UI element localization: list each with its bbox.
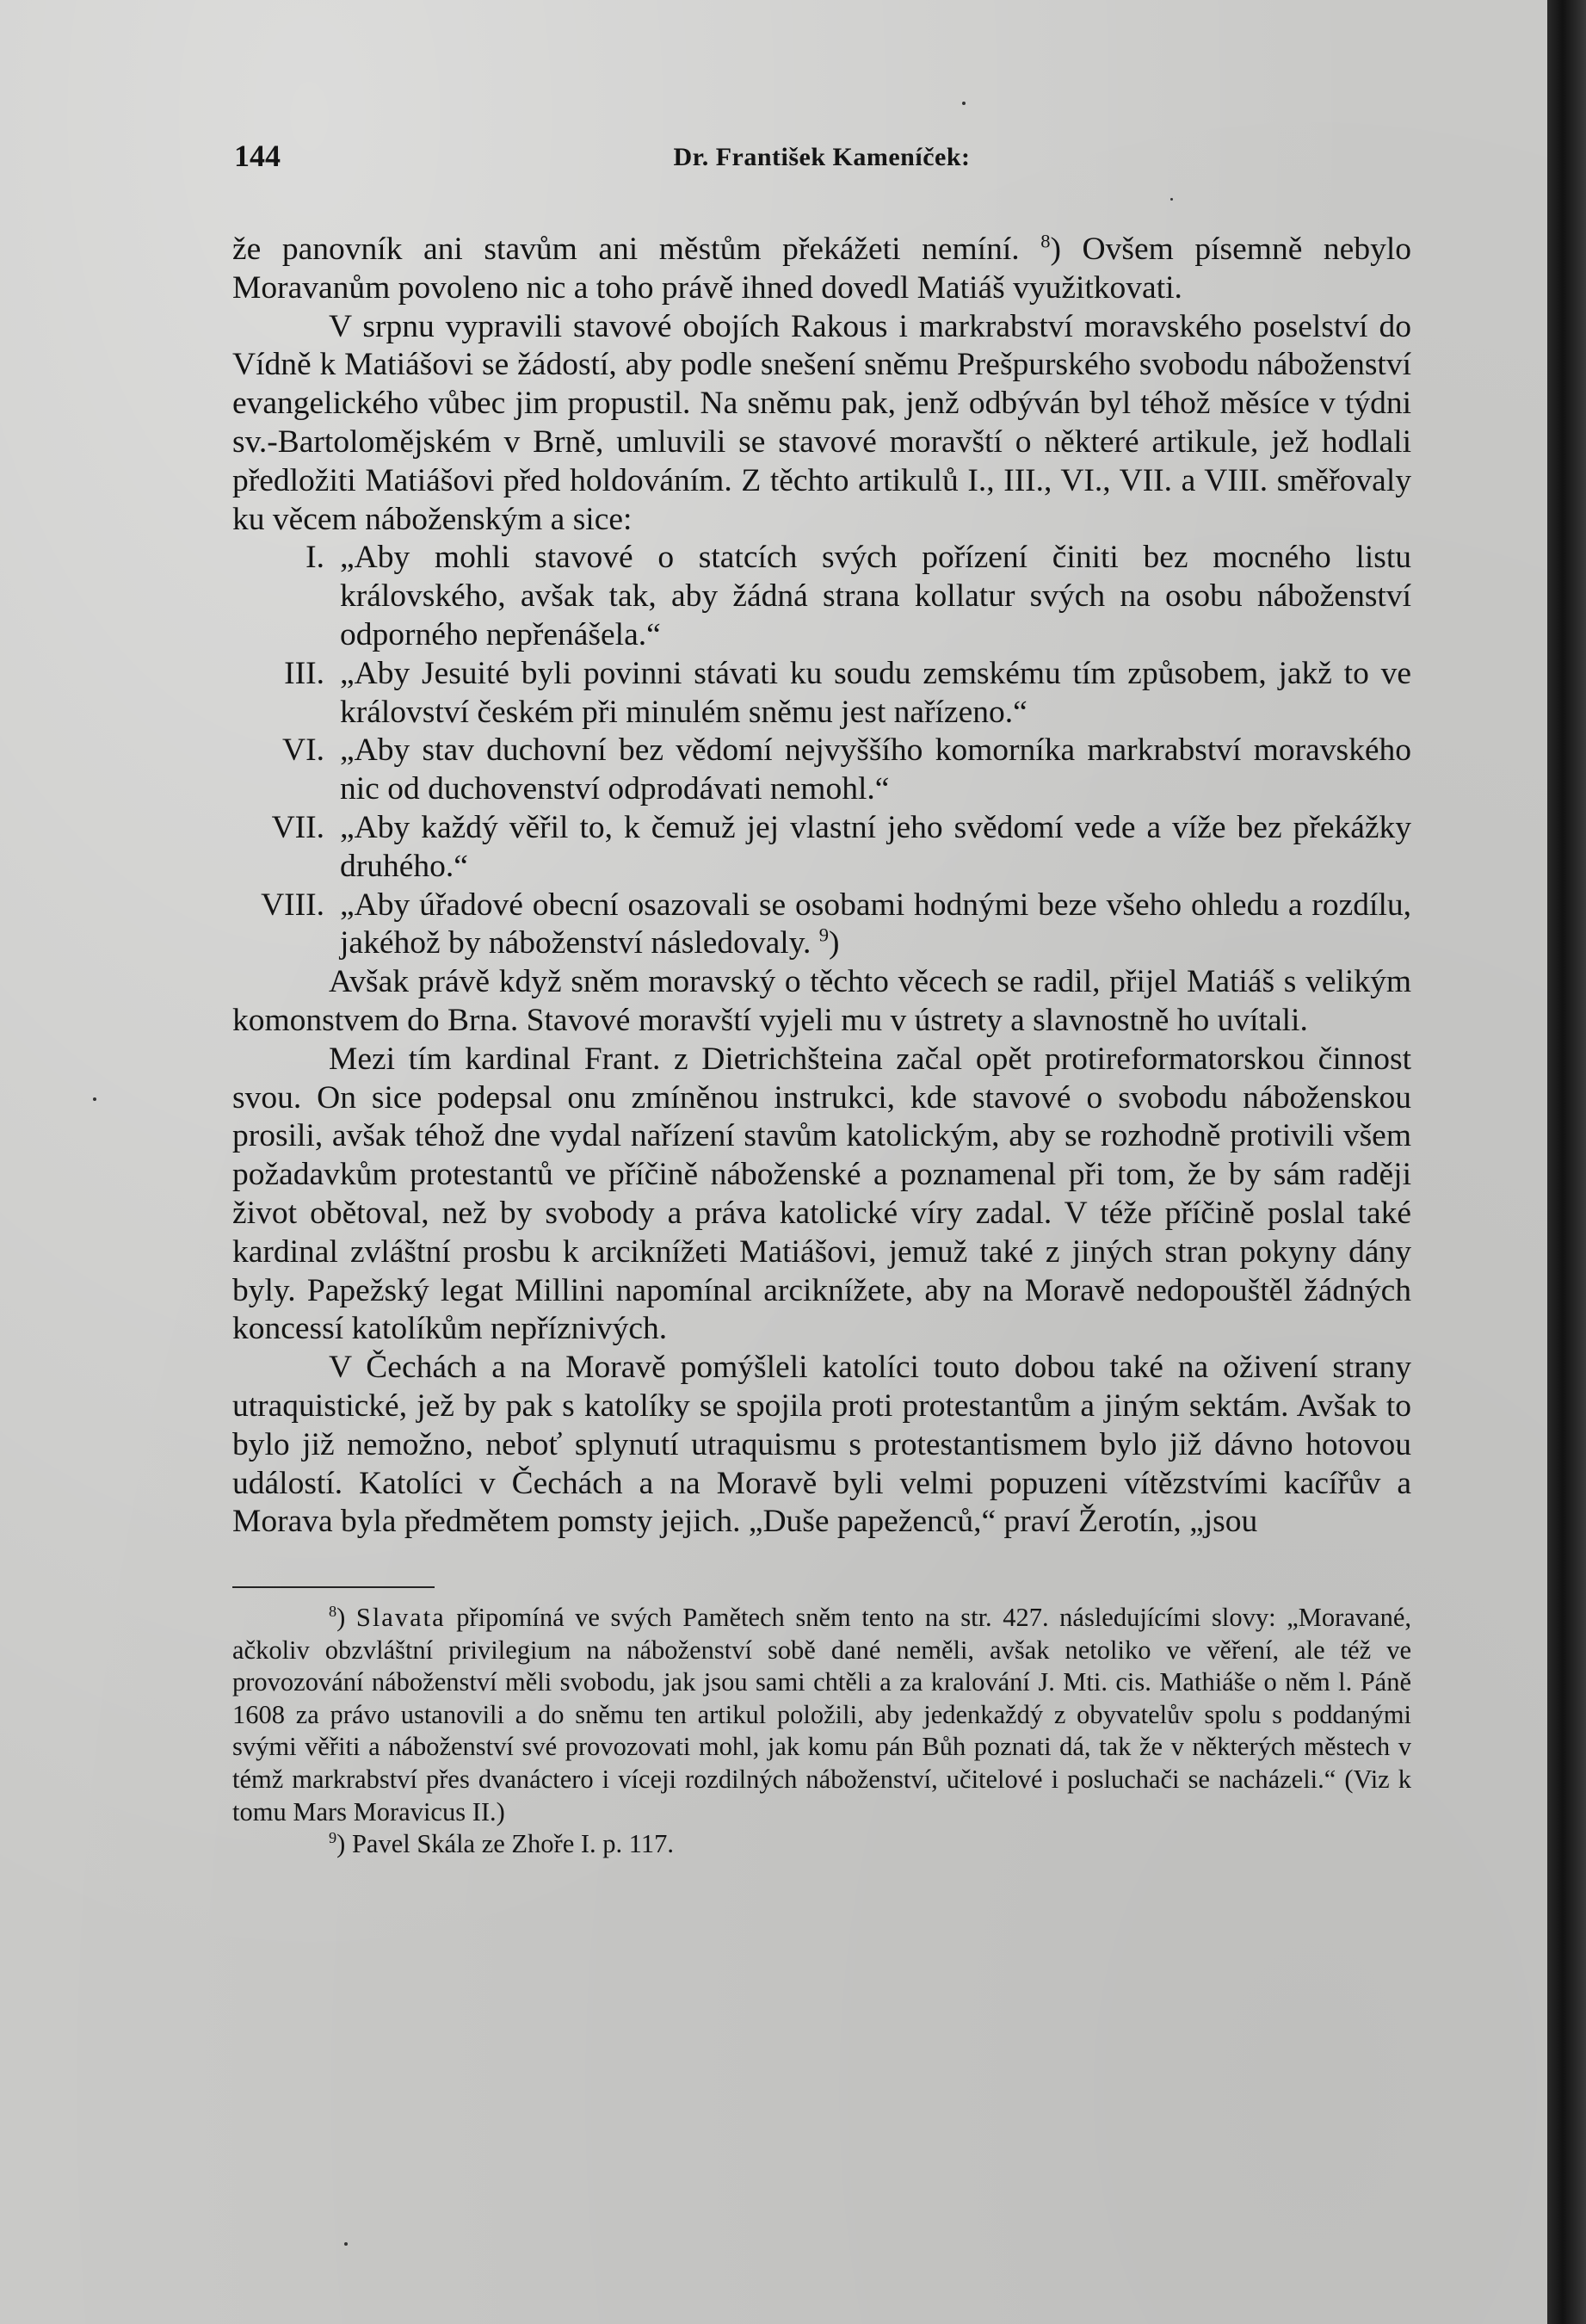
paragraph-1 — [232, 231, 1411, 308]
paragraph-1-text: že panovník ani stavům ani městům překážeti nemíní. — [232, 232, 1020, 267]
article-text: „Aby stav duchovní bez vědomí nejvyššího komorníka markrabství moravského nic od duchovenství odprodávati nemohl.“ — [340, 732, 1411, 807]
footnote-ref-8: 8 — [1040, 230, 1051, 252]
footnotes — [232, 1602, 1411, 1861]
scan-edge — [1547, 0, 1586, 2324]
article-number: VIII. — [261, 887, 324, 923]
article-text: „Aby úřadové obecní osazovali se osobami hodnými beze všeho ohledu a rozdílu, jakéhož by náboženství následovaly. — [340, 887, 1411, 961]
article-item — [232, 539, 1411, 654]
article-number: III. — [284, 655, 324, 691]
footnote-ref-9: 9 — [818, 924, 830, 946]
article-item — [232, 887, 1411, 964]
article-text-wrapper — [340, 887, 1411, 964]
paragraph-4: Mezi tím kardinal Frant. z Dietrichšteina začal opět protireformatorskou činnost svou. On sice podepsal onu zmíněnou instrukci, kde stavové o svobodu náboženskou prosili, avšak téhož dne vydal nařízení stavům katolickým, aby se rozhodně protivili všem požadavkům protestantů ve příčině náboženské a poznamenal při tom, že by sám raději život obětoval, než by svobody a práva katolické víry zadal. V téže příčině poslal také kardinal zvláštní prosbu k arciknížeti Matiášovi, jemuž také z jiných stran pokyny dány byly. Papežský legat Millini napomínal arciknížete, aby na Moravě nedopouštěl žádných koncessí katolíkům nepříznivých. — [232, 1041, 1411, 1347]
paragraph-2: V srpnu vypravili stavové obojích Rakous i markrabství moravského poselství do Vídně k Matiášovi se žádostí, aby podle snešení sněmu Prešpurského svobodu náboženství evangelického vůbec jim propustil. Na sněmu pak, jenž odbýván byl téhož měsíce v týdni sv.-Bartolomějském v Brně, umluvili se stavové moravští o některé artikule, jež hodlali předložiti Matiášovi před holdováním. Z těchto artikulů I., III., VI., VII. a VIII. směřovaly ku věcem náboženským a sice: — [232, 308, 1411, 537]
article-item — [232, 809, 1411, 887]
footnote-marker: 9 — [329, 1829, 337, 1847]
article-number: I. — [305, 540, 324, 576]
article-text: „Aby Jesuité byli povinni stávati ku soudu zemskému tím způsobem, jakž to ve království českém při minulém sněmu jest nařízeno.“ — [340, 655, 1411, 730]
footnote-marker: 8 — [329, 1602, 337, 1620]
article-number: VII. — [271, 809, 324, 845]
paragraph-1-continuation: ) Ovšem písemně nebylo Moravanům povoleno nic a toho právě ihned dovedl Matiáš využitkovati. — [232, 232, 1411, 306]
main-text — [232, 231, 1411, 1542]
print-speck — [344, 2242, 348, 2246]
print-speck — [93, 1097, 96, 1101]
print-speck — [962, 102, 966, 105]
article-item — [232, 655, 1411, 732]
footnote-divider — [232, 1586, 435, 1588]
footnote-text: Pavel Skála ze Zhoře I. p. 117. — [351, 1829, 675, 1859]
footnote-9: $^9$) Pavel Skála ze Zhoře I. p. 117. — [329, 1829, 675, 1859]
footnote-text: připomíná ve svých Pamětech sněm tento na str. 427. následujícími slovy: „Moravané, ačkoliv obzvláštní privilegium na náboženství sobě dané neměli, avšak netoliko ve věření, ale též ve provozování náboženství měli svobodu, jak jsou sami chtěli a za kralování J. Mti. cis. Mathiáše o něm l. Páně 1608 za právo ustanovili a do sněmu ten artikul položili, aby jedenkaždý z obyvatelův spolu s poddanými svými věřiti a náboženství své provozovati mohl, jak komu pán Bůh poznati dá, tak že v některých městech v témž markrabství přes dvanáctero i víceji rozdilných náboženství, učitelové i posluchači se nacházeli.“ (Viz k tomu Mars Moravicus II.) — [232, 1603, 1411, 1826]
article-number: VI. — [282, 732, 324, 769]
footnote-8: $^8$) Slavata připomíná ve svých Pamětech sněm tento na str. 427. následujícími slovy: „Moravané, ačkoliv obzvláštní privilegium na náboženství sobě dané neměli, avšak netoliko ve věření, ale též ve provozování náboženství měli svobodu, jak jsou sami chtěli a za kralování J. Mti. cis. Mathiáše o něm l. Páně 1608 za právo ustanovili a do sněmu ten artikul položili, aby jedenkaždý z obyvatelův spolu s poddanými svými věřiti a náboženství své provozovati mohl, jak komu pán Bůh poznati dá, tak že v některých městech v témž markrabství přes dvanáctero i víceji rozdilných náboženství, učitelové i posluchači se nacházeli.“ (Viz k tomu Mars Moravicus II.) — [232, 1602, 1411, 1826]
article-text: „Aby každý věřil to, k čemuž jej vlastní jeho svědomí vede a víže bez překážky druhého.“ — [340, 809, 1411, 884]
page-header — [232, 138, 1411, 181]
paragraph-3: Avšak právě když sněm moravský o těchto věcech se radil, přijel Matiáš s velikým komonstvem do Brna. Stavové moravští vyjeli mu v ústrety a slavnostně ho uvítali. — [232, 964, 1411, 1038]
article-text-closing: ) — [829, 925, 840, 961]
page-number: 144 — [234, 139, 281, 173]
article-text: „Aby mohli stavové o statcích svých pořízení činiti bez mocného listu královského, avšak tak, aby žádná strana kollatur svých na osobu náboženství odporného nepřenášela.“ — [340, 540, 1411, 652]
footnote-author: Slavata — [355, 1603, 446, 1633]
paragraph-5: V Čechách a na Moravě pomýšleli katolíci touto dobou také na oživení strany utraquistické, jež by pak s katolíky se spojila proti protestantům a jiným sektám. Avšak to bylo již nemožno, neboť splynutí utraquismu s protestantismem bylo již dávno hotovou událostí. Katolíci v Čechách a na Moravě byli velmi popuzeni vítězstvími kacířův a Morava byla předmětem pomsty jejich. „Duše papeženců,“ praví Žerotín, „jsou — [232, 1350, 1411, 1540]
print-speck — [1170, 198, 1173, 201]
article-item — [232, 732, 1411, 809]
page-content — [232, 138, 1411, 1861]
running-title: Dr. František Kameníček: — [673, 143, 971, 171]
